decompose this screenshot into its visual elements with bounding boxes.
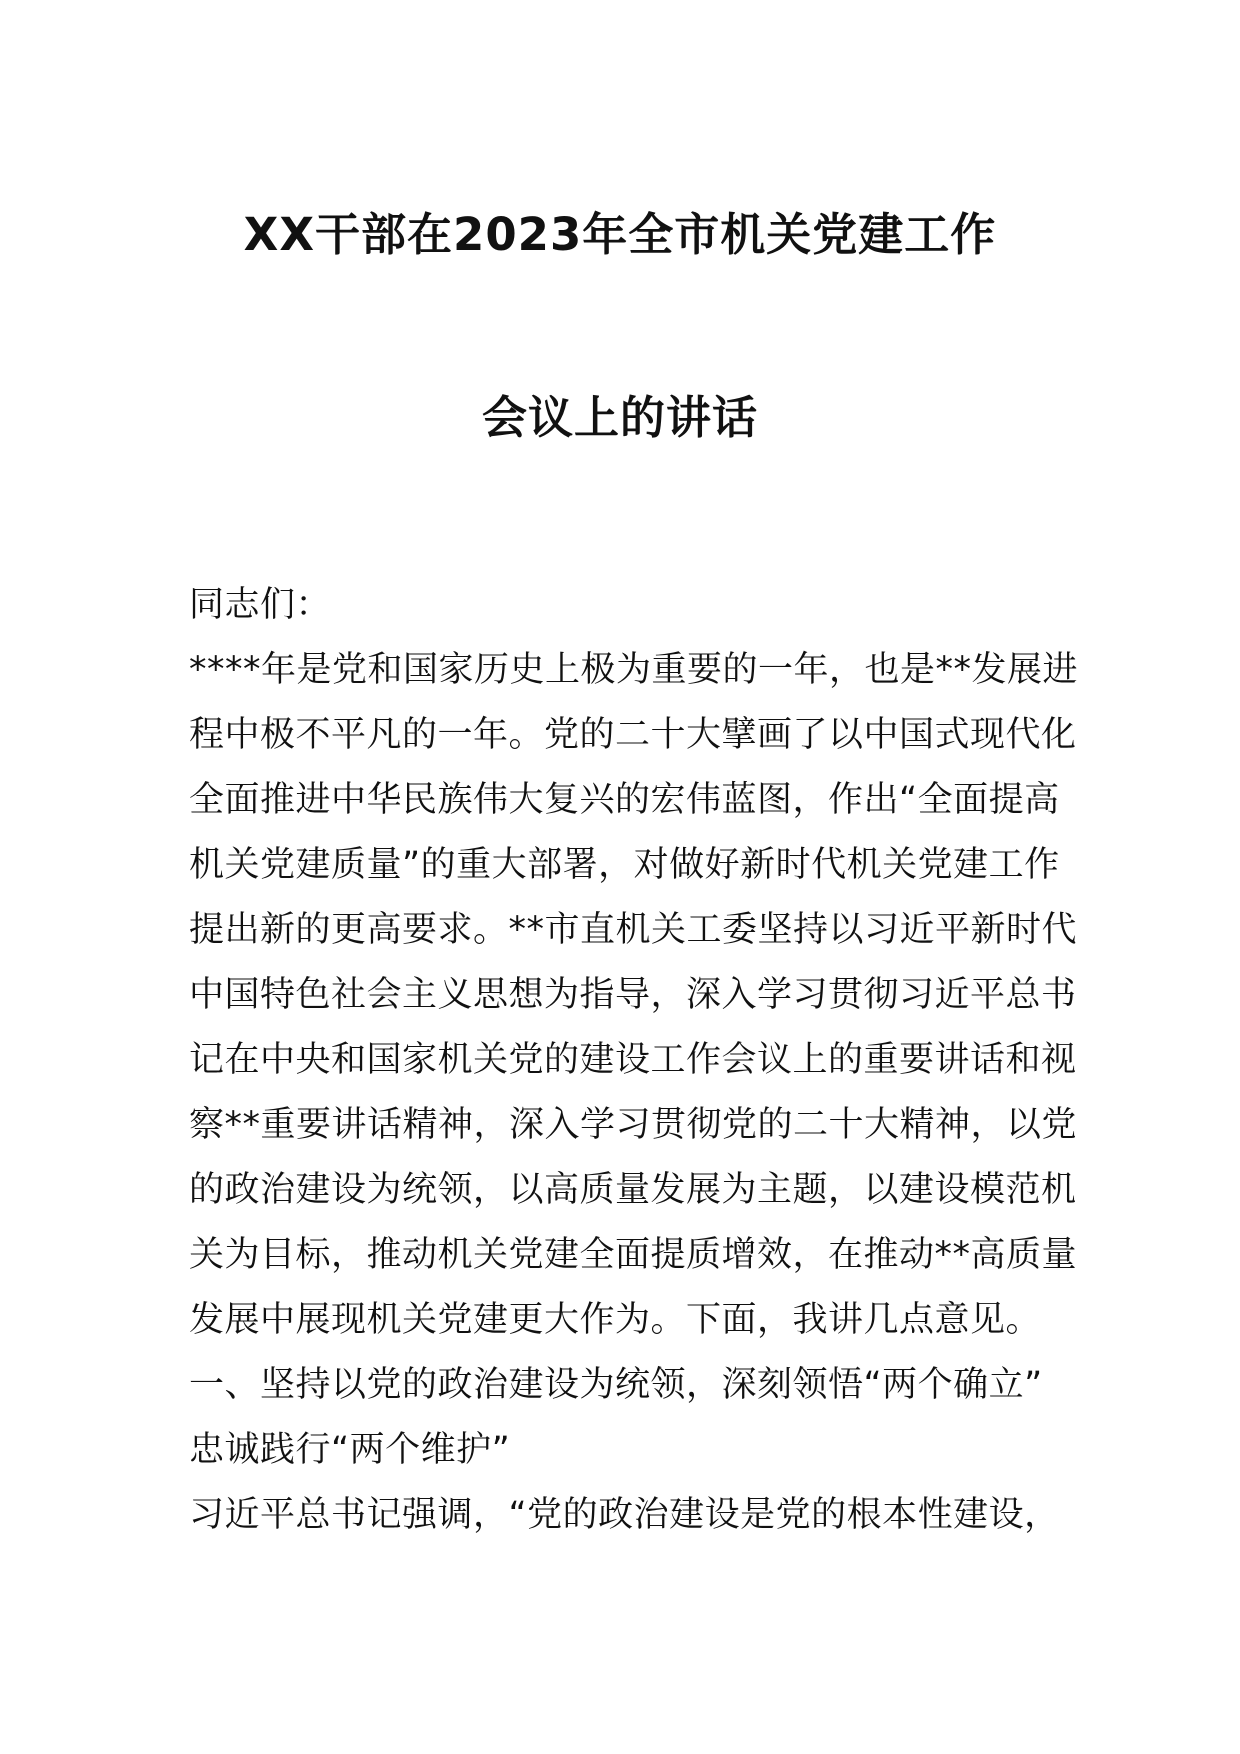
body-line: 发展中展现机关党建更大作为。下面，我讲几点意见。 xyxy=(189,1300,1042,1340)
body-line: 的政治建设为统领，以高质量发展为主题，以建设模范机 xyxy=(189,1170,1077,1210)
body-line: 中国特色社会主义思想为指导，深入学习贯彻习近平总书 xyxy=(189,975,1077,1015)
body-line: 习近平总书记强调，“党的政治建设是党的根本性建设， xyxy=(189,1495,1060,1535)
body-line: 提出新的更高要求。**市直机关工委坚持以习近平新时代 xyxy=(189,910,1078,950)
body-line: 记在中央和国家机关党的建设工作会议上的重要讲话和视 xyxy=(189,1040,1077,1080)
section-heading-line: 一、坚持以党的政治建设为统领，深刻领悟“两个确立” xyxy=(189,1365,1043,1405)
document-title-line-1: XX干部在2023年全市机关党建工作 xyxy=(243,208,997,261)
body-line: 察**重要讲话精神，深入学习贯彻党的二十大精神，以党 xyxy=(189,1105,1078,1145)
body-line: 机关党建质量”的重大部署，对做好新时代机关党建工作 xyxy=(189,845,1060,885)
body-line: 程中极不平凡的一年。党的二十大擘画了以中国式现代化 xyxy=(189,715,1077,755)
body-line: 全面推进中华民族伟大复兴的宏伟蓝图，作出“全面提高 xyxy=(189,780,1060,820)
body-line: 关为目标，推动机关党建全面提质增效，在推动**高质量 xyxy=(189,1235,1078,1275)
document-title-line-2: 会议上的讲话 xyxy=(481,391,758,444)
salutation: 同志们： xyxy=(189,585,332,625)
document-body xyxy=(189,573,1079,1548)
body-line: ****年是党和国家历史上极为重要的一年，也是**发展进 xyxy=(189,650,1079,690)
section-heading-line: 忠诚践行“两个维护” xyxy=(189,1430,511,1470)
